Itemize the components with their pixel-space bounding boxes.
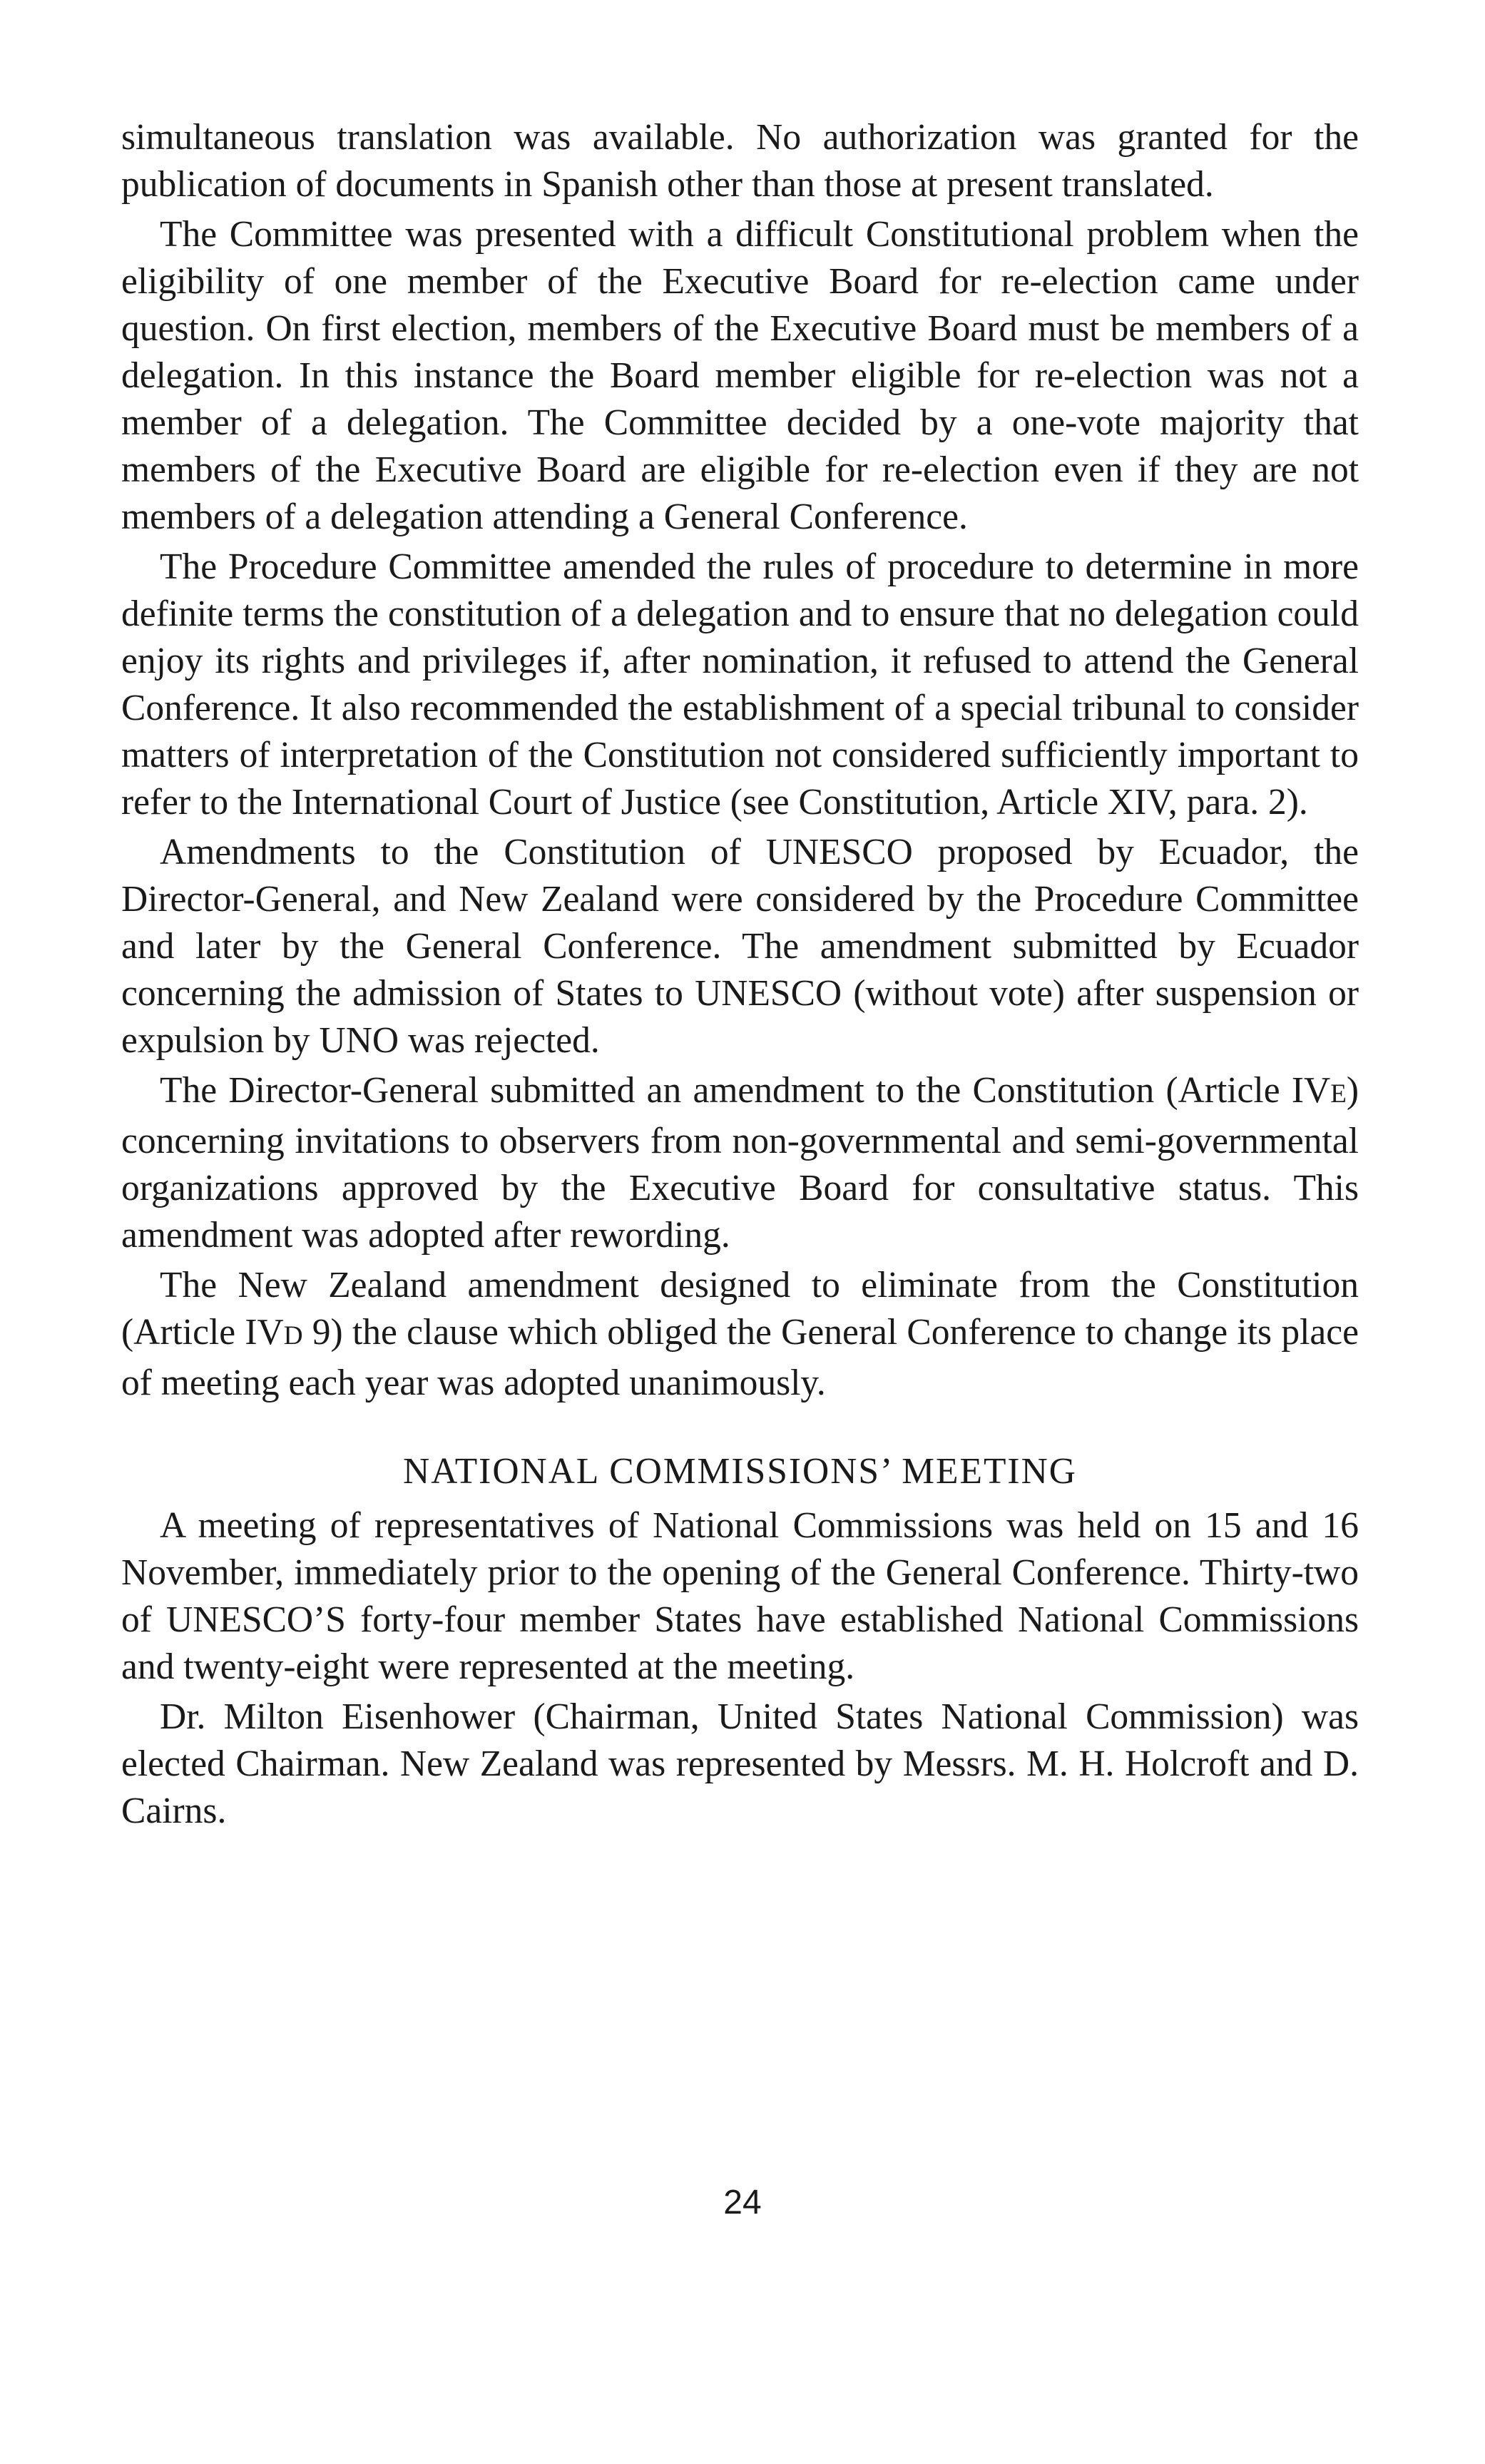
paragraph-procedure-committee: The Procedure Committee amended the rules of procedure to determine in more definite terms the constitution of a delegation and to ensure that no delegation could enjoy its rights and privileges if, after nomination, it refused to attend the General Conference. It also recommended the establishment of a special tribunal to consider matters of interpretation of the Constitution not considered sufficiently important to refer to the International Court of Justice (see Constitution, Article XIV, para. 2).: [121, 546, 1359, 823]
paragraph-text-after: ) concerning invitations to observers from non-governmental and semi-governmental organizations approved by the Executive Board for consultative status. This amendment was adopted after rewording.: [121, 1070, 1359, 1256]
paragraph-text-before: The Director-General submitted an amendment to the Constitution (Article IV: [160, 1070, 1331, 1111]
paragraph-national-commissions-meeting: A meeting of representatives of National Commissions was held on 15 and 16 November, immediately prior to the opening of the General Conference. Thirty-two of UNESCO’S forty-four member States have established National Commissions and twenty-eight were represented at the meeting.: [121, 1505, 1359, 1687]
paragraph-text-before: The New Zealand amendment designed to eliminate from the Constitution (Article IV: [121, 1265, 1359, 1353]
document-page: [121, 114, 1359, 1835]
paragraph-director-general-amendment: [121, 1067, 1359, 1259]
paragraph-amendments: Amendments to the Constitution of UNESCO proposed by Ecuador, the Director-General, and New Zealand were considered by the Procedure Committee and later by the General Conference. The amendment submitted by Ecuador concerning the admission of States to UNESCO (without vote) after suspension or expulsion by UNO was rejected.: [121, 832, 1359, 1061]
paragraph-eligibility: The Committee was presented with a difficult Constitutional problem when the eligibility of one member of the Executive Board for re-election came under question. On first election, members of the Executive Board must be members of a delegation. In this instance the Board member eligible for re-election was not a member of a delegation. The Committee decided by a one-vote majority that members of the Executive Board are eligible for re-election even if they are not members of a delegation attending a General Conference.: [121, 214, 1359, 537]
paragraph-text-after: 9) the clause which obliged the General Conference to change its place of meeting each year was adopted unanimously.: [121, 1312, 1359, 1403]
paragraph-translation: simultaneous translation was available. No authorization was granted for the publication of documents in Spanish other than those at present translated.: [121, 117, 1359, 205]
article-smallcaps-letter: E: [1330, 1079, 1347, 1109]
page-number: 24: [723, 2184, 762, 2221]
article-smallcaps-letter: D: [283, 1321, 303, 1350]
paragraph-chairman-election: Dr. Milton Eisenhower (Chairman, United States National Commission) was elected Chairman. New Zealand was represented by Messrs. M. H. Holcroft and D. Cairns.: [121, 1696, 1359, 1831]
paragraph-new-zealand-amendment: [121, 1262, 1359, 1407]
section-heading: NATIONAL COMMISSIONS’ MEETING: [403, 1451, 1077, 1492]
